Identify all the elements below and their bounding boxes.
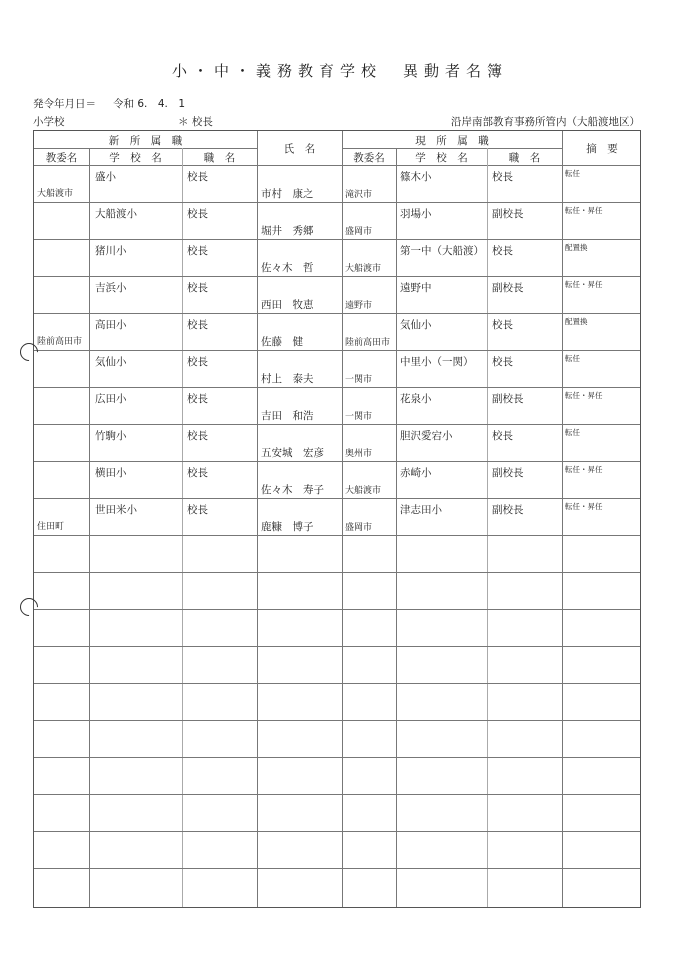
person-name-cell: 市村 康之 <box>261 188 314 200</box>
cur-school-cell: 篠木小 <box>400 171 432 183</box>
new-position-cell: 校長 <box>187 171 208 183</box>
new-position-cell: 校長 <box>187 245 208 257</box>
new-board-cell: 住田町 <box>37 522 65 532</box>
new-position-cell: 校長 <box>187 319 208 331</box>
new-school-cell: 気仙小 <box>95 356 127 368</box>
office-name: 沿岸南部教育事務所管内（大船渡地区） <box>451 116 640 128</box>
header-divider-left <box>34 148 257 149</box>
cur-school-cell: 中里小（一関） <box>400 356 474 368</box>
page-title: 小・中・義務教育学校 異動者名簿 <box>171 62 508 80</box>
cur-position-cell: 副校長 <box>492 467 524 479</box>
remarks-cell: 配置換 <box>565 317 588 326</box>
header-new-group: 新 所 属 職 <box>108 135 183 147</box>
cur-school-cell: 第一中（大船渡） <box>400 245 484 257</box>
remarks-cell: 転任・昇任 <box>565 502 603 511</box>
header-new-school: 学 校 名 <box>109 152 162 164</box>
cur-position-cell: 副校長 <box>492 504 524 516</box>
header-divider-right <box>342 148 562 149</box>
new-position-cell: 校長 <box>187 282 208 294</box>
header-new-position: 職 名 <box>203 152 236 164</box>
empty-row-line <box>34 794 640 795</box>
row-line <box>34 202 640 203</box>
row-line <box>34 387 640 388</box>
remarks-cell: 転任・昇任 <box>565 280 603 289</box>
new-school-cell: 猪川小 <box>95 245 127 257</box>
row-line <box>34 239 640 240</box>
new-board-cell: 陸前高田市 <box>37 337 83 347</box>
new-position-cell: 校長 <box>187 504 208 516</box>
person-name-cell: 堀井 秀郷 <box>261 225 314 237</box>
remarks-cell: 転任 <box>565 428 580 437</box>
person-name-cell: 佐藤 健 <box>261 336 303 348</box>
cur-position-cell: 副校長 <box>492 208 524 220</box>
cur-position-cell: 校長 <box>492 171 513 183</box>
cur-school-cell: 胆沢愛宕小 <box>400 430 453 442</box>
new-position-cell: 校長 <box>187 208 208 220</box>
col-line-4 <box>342 131 343 907</box>
person-name-cell: 鹿糠 博子 <box>261 521 314 533</box>
cur-position-cell: 校長 <box>492 245 513 257</box>
remarks-cell: 転任 <box>565 169 580 178</box>
new-position-cell: 校長 <box>187 467 208 479</box>
person-name-cell: 吉田 和浩 <box>261 410 314 422</box>
new-school-cell: 世田米小 <box>95 504 137 516</box>
header-name: 氏 名 <box>283 143 316 155</box>
row-line <box>34 313 640 314</box>
person-name-cell: 西田 牧恵 <box>261 299 314 311</box>
header-current-group: 現 所 属 職 <box>415 135 489 147</box>
row-line <box>34 461 640 462</box>
new-school-cell: 吉浜小 <box>95 282 127 294</box>
cur-school-cell: 遠野中 <box>400 282 432 294</box>
person-name-cell: 村上 泰夫 <box>261 373 314 385</box>
remarks-cell: 転任・昇任 <box>565 465 603 474</box>
new-board-cell: 大船渡市 <box>37 189 74 199</box>
cur-board-cell: 奥州市 <box>345 449 373 459</box>
row-line <box>34 498 640 499</box>
row-line <box>34 350 640 351</box>
cur-board-cell: 遠野市 <box>345 301 373 311</box>
cur-school-cell: 花泉小 <box>400 393 432 405</box>
new-position-cell: 校長 <box>187 356 208 368</box>
empty-row-line <box>34 720 640 721</box>
col-line-3 <box>257 131 258 907</box>
header-cur-school: 学 校 名 <box>415 152 468 164</box>
new-school-cell: 大船渡小 <box>95 208 137 220</box>
new-school-cell: 高田小 <box>95 319 127 331</box>
col-line-7 <box>562 131 563 907</box>
remarks-cell: 転任・昇任 <box>565 391 603 400</box>
remarks-cell: 転任 <box>565 354 580 363</box>
remarks-cell: 転任・昇任 <box>565 206 603 215</box>
header-remarks: 摘 要 <box>586 143 618 155</box>
cur-position-cell: 副校長 <box>492 282 524 294</box>
empty-row-line <box>34 683 640 684</box>
issue-date-label: 発令年月日＝ <box>33 98 96 110</box>
person-name-cell: 佐々木 寿子 <box>261 484 324 496</box>
new-position-cell: 校長 <box>187 393 208 405</box>
cur-board-cell: 一関市 <box>345 412 373 422</box>
cur-position-cell: 校長 <box>492 356 513 368</box>
empty-row-line <box>34 868 640 869</box>
cur-school-cell: 気仙小 <box>400 319 432 331</box>
empty-row-line <box>34 572 640 573</box>
header-bottom-line <box>34 165 640 166</box>
cur-board-cell: 大船渡市 <box>345 486 382 496</box>
cur-school-cell: 羽場小 <box>400 208 432 220</box>
person-name-cell: 佐々木 哲 <box>261 262 314 274</box>
row-line <box>34 424 640 425</box>
empty-row-line <box>34 609 640 610</box>
person-name-cell: 五安城 宏彦 <box>261 447 324 459</box>
header-cur-board: 教委名 <box>353 152 385 164</box>
new-school-cell: 竹駒小 <box>95 430 127 442</box>
new-school-cell: 広田小 <box>95 393 127 405</box>
cur-board-cell: 盛岡市 <box>345 523 373 533</box>
cur-school-cell: 津志田小 <box>400 504 442 516</box>
row-line <box>34 276 640 277</box>
new-position-cell: 校長 <box>187 430 208 442</box>
row-line <box>34 535 640 536</box>
new-school-cell: 盛小 <box>95 171 116 183</box>
cur-board-cell: 大船渡市 <box>345 264 382 274</box>
cur-school-cell: 赤崎小 <box>400 467 432 479</box>
cur-position-cell: 校長 <box>492 319 513 331</box>
empty-row-line <box>34 831 640 832</box>
empty-row-line <box>34 757 640 758</box>
cur-position-cell: 校長 <box>492 430 513 442</box>
cur-board-cell: 滝沢市 <box>345 190 373 200</box>
cur-board-cell: 一関市 <box>345 375 373 385</box>
school-category: 小学校 <box>33 116 65 128</box>
transfer-table <box>33 130 641 908</box>
remarks-cell: 配置換 <box>565 243 588 252</box>
empty-row-line <box>34 646 640 647</box>
cur-board-cell: 陸前高田市 <box>345 338 391 348</box>
issue-date-value: 令和 6. 4. 1 <box>113 98 186 110</box>
cur-position-cell: 副校長 <box>492 393 524 405</box>
position-filter: ＊ 校長 <box>178 116 213 128</box>
header-new-board: 教委名 <box>45 152 78 164</box>
new-school-cell: 横田小 <box>95 467 127 479</box>
cur-board-cell: 盛岡市 <box>345 227 373 237</box>
header-cur-position: 職 名 <box>508 152 541 164</box>
